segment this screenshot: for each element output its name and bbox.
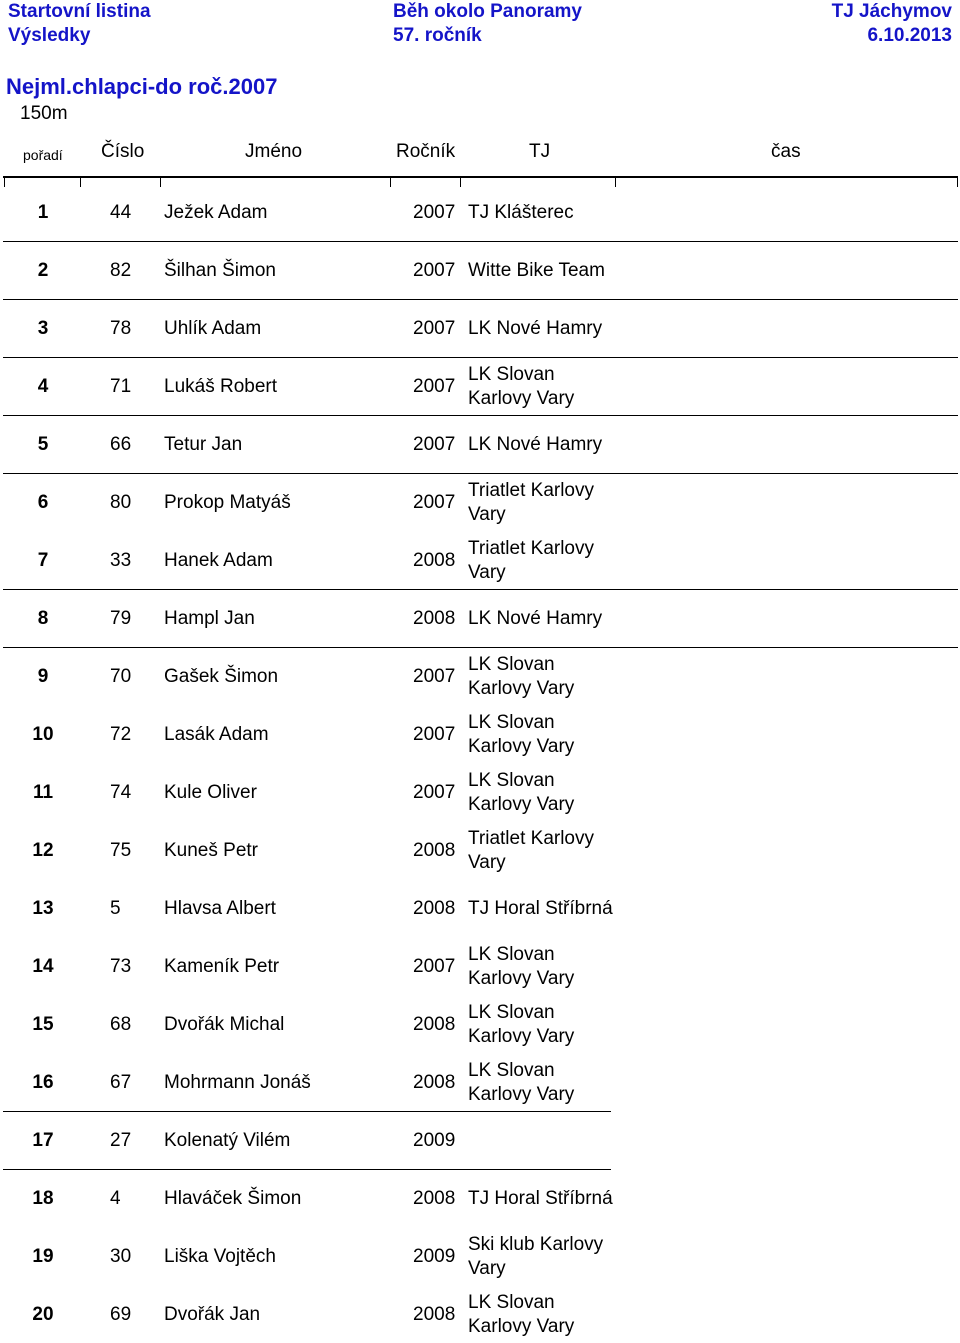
result-club: LK Nové Hamry	[468, 318, 603, 339]
column-divider	[160, 177, 161, 187]
category-distance: 150m	[20, 103, 68, 124]
col-header-name: Jméno	[245, 141, 303, 162]
result-rank: 20	[32, 1304, 54, 1325]
col-header-number: Číslo	[101, 141, 145, 162]
row-separator	[3, 357, 958, 358]
result-number: 70	[110, 666, 132, 687]
result-name: Kuneš Petr	[164, 840, 258, 861]
result-club: Triatlet Karlovy Vary	[468, 538, 594, 583]
result-year: 2008	[413, 608, 456, 629]
result-number: 74	[110, 782, 132, 803]
result-number: 5	[110, 898, 121, 919]
result-name: Prokop Matyáš	[164, 492, 291, 513]
result-rank: 5	[37, 434, 49, 455]
column-divider	[390, 177, 391, 187]
result-rank: 15	[32, 1014, 54, 1035]
result-name: Kameník Petr	[164, 956, 280, 977]
result-year: 2007	[413, 202, 456, 223]
result-year: 2008	[413, 1304, 456, 1325]
result-club: LK Slovan Karlovy Vary	[468, 1002, 575, 1047]
result-number: 71	[110, 376, 132, 397]
column-divider	[615, 177, 616, 187]
organizer: TJ Jáchymov	[831, 1, 952, 22]
result-year: 2007	[413, 956, 456, 977]
result-rank: 2	[37, 260, 49, 281]
result-year: 2008	[413, 898, 456, 919]
result-name: Tetur Jan	[164, 434, 243, 455]
result-club: Triatlet Karlovy Vary	[468, 828, 594, 873]
result-rank: 3	[37, 318, 49, 339]
result-name: Šilhan Šimon	[164, 260, 276, 281]
result-club: Witte Bike Team	[468, 260, 605, 281]
result-number: 33	[110, 550, 132, 571]
column-divider	[80, 177, 81, 187]
result-rank: 18	[32, 1188, 54, 1209]
result-name: Hampl Jan	[164, 608, 255, 629]
result-name: Gašek Šimon	[164, 666, 279, 687]
result-rank: 16	[32, 1072, 54, 1093]
result-number: 75	[110, 840, 132, 861]
row-separator	[3, 589, 958, 590]
result-club: LK Nové Hamry	[468, 434, 603, 455]
result-number: 78	[110, 318, 132, 339]
row-separator	[3, 647, 958, 648]
result-year: 2007	[413, 782, 456, 803]
result-name: Kule Oliver	[164, 782, 257, 803]
result-name: Hanek Adam	[164, 550, 273, 571]
event-name: Běh okolo Panoramy	[393, 1, 582, 22]
result-rank: 8	[37, 608, 49, 629]
row-separator	[3, 1169, 611, 1170]
event-edition: 57. ročník	[393, 25, 482, 46]
result-club: TJ Horal Stříbrná	[468, 898, 613, 919]
result-number: 79	[110, 608, 132, 629]
col-header-time: čas	[771, 141, 801, 162]
result-rank: 17	[32, 1130, 54, 1151]
result-year: 2008	[413, 840, 456, 861]
result-rank: 12	[32, 840, 54, 861]
result-name: Hlaváček Šimon	[164, 1188, 302, 1209]
result-year: 2007	[413, 724, 456, 745]
result-rank: 14	[32, 956, 54, 977]
result-year: 2007	[413, 318, 456, 339]
result-name: Mohrmann Jonáš	[164, 1072, 311, 1093]
result-club: LK Slovan Karlovy Vary	[468, 364, 575, 409]
category-title: Nejml.chlapci-do roč.2007	[6, 74, 278, 99]
result-number: 72	[110, 724, 132, 745]
result-rank: 7	[37, 550, 49, 571]
result-club: LK Nové Hamry	[468, 608, 603, 629]
result-number: 80	[110, 492, 132, 513]
result-rank: 1	[37, 202, 49, 223]
row-separator	[3, 415, 958, 416]
result-name: Lasák Adam	[164, 724, 269, 745]
result-year: 2009	[413, 1246, 456, 1267]
result-club: TJ Horal Stříbrná	[468, 1188, 613, 1209]
result-number: 30	[110, 1246, 132, 1267]
result-club: LK Slovan Karlovy Vary	[468, 1292, 575, 1337]
event-date: 6.10.2013	[867, 25, 952, 46]
result-name: Ježek Adam	[164, 202, 268, 223]
row-separator	[3, 473, 958, 474]
result-rank: 9	[37, 666, 49, 687]
result-number: 27	[110, 1130, 132, 1151]
result-name: Uhlík Adam	[164, 318, 262, 339]
col-header-rank: pořadí	[23, 147, 63, 163]
row-separator	[3, 241, 958, 242]
result-year: 2007	[413, 492, 456, 513]
result-number: 66	[110, 434, 132, 455]
column-divider	[957, 177, 958, 187]
result-rank: 10	[32, 724, 54, 745]
row-separator	[3, 299, 958, 300]
result-name: Lukáš Robert	[164, 376, 278, 397]
result-number: 73	[110, 956, 132, 977]
result-number: 44	[110, 202, 132, 223]
list-type-label: Startovní listina	[8, 1, 151, 22]
col-header-year: Ročník	[396, 141, 456, 162]
result-rank: 6	[37, 492, 49, 513]
result-name: Liška Vojtěch	[164, 1246, 276, 1267]
result-name: Hlavsa Albert	[164, 898, 276, 919]
result-rank: 19	[32, 1246, 54, 1267]
result-club: LK Slovan Karlovy Vary	[468, 770, 575, 815]
result-year: 2007	[413, 376, 456, 397]
column-divider	[460, 177, 461, 187]
header-rule	[3, 176, 958, 178]
result-name: Kolenatý Vilém	[164, 1130, 291, 1151]
row-separator	[3, 1111, 611, 1112]
result-number: 4	[110, 1188, 121, 1209]
result-rank: 11	[32, 782, 54, 803]
result-club: LK Slovan Karlovy Vary	[468, 1060, 575, 1105]
result-club: LK Slovan Karlovy Vary	[468, 944, 575, 989]
result-rank: 4	[37, 376, 49, 397]
result-club: LK Slovan Karlovy Vary	[468, 712, 575, 757]
result-name: Dvořák Jan	[164, 1304, 261, 1325]
result-number: 69	[110, 1304, 132, 1325]
result-year: 2007	[413, 260, 456, 281]
result-number: 67	[110, 1072, 132, 1093]
result-year: 2007	[413, 666, 456, 687]
result-year: 2008	[413, 1072, 456, 1093]
result-club: LK Slovan Karlovy Vary	[468, 654, 575, 699]
result-club: TJ Klášterec	[468, 202, 574, 223]
result-number: 82	[110, 260, 132, 281]
col-header-club: TJ	[529, 141, 551, 162]
result-club: Ski klub Karlovy Vary	[468, 1234, 604, 1279]
results-label: Výsledky	[8, 25, 91, 46]
result-year: 2008	[413, 1014, 456, 1035]
result-year: 2007	[413, 434, 456, 455]
result-number: 68	[110, 1014, 132, 1035]
result-year: 2008	[413, 1188, 456, 1209]
result-year: 2008	[413, 550, 456, 571]
result-club: Triatlet Karlovy Vary	[468, 480, 594, 525]
column-divider	[4, 177, 5, 187]
result-name: Dvořák Michal	[164, 1014, 285, 1035]
result-rank: 13	[32, 898, 54, 919]
result-year: 2009	[413, 1130, 456, 1151]
